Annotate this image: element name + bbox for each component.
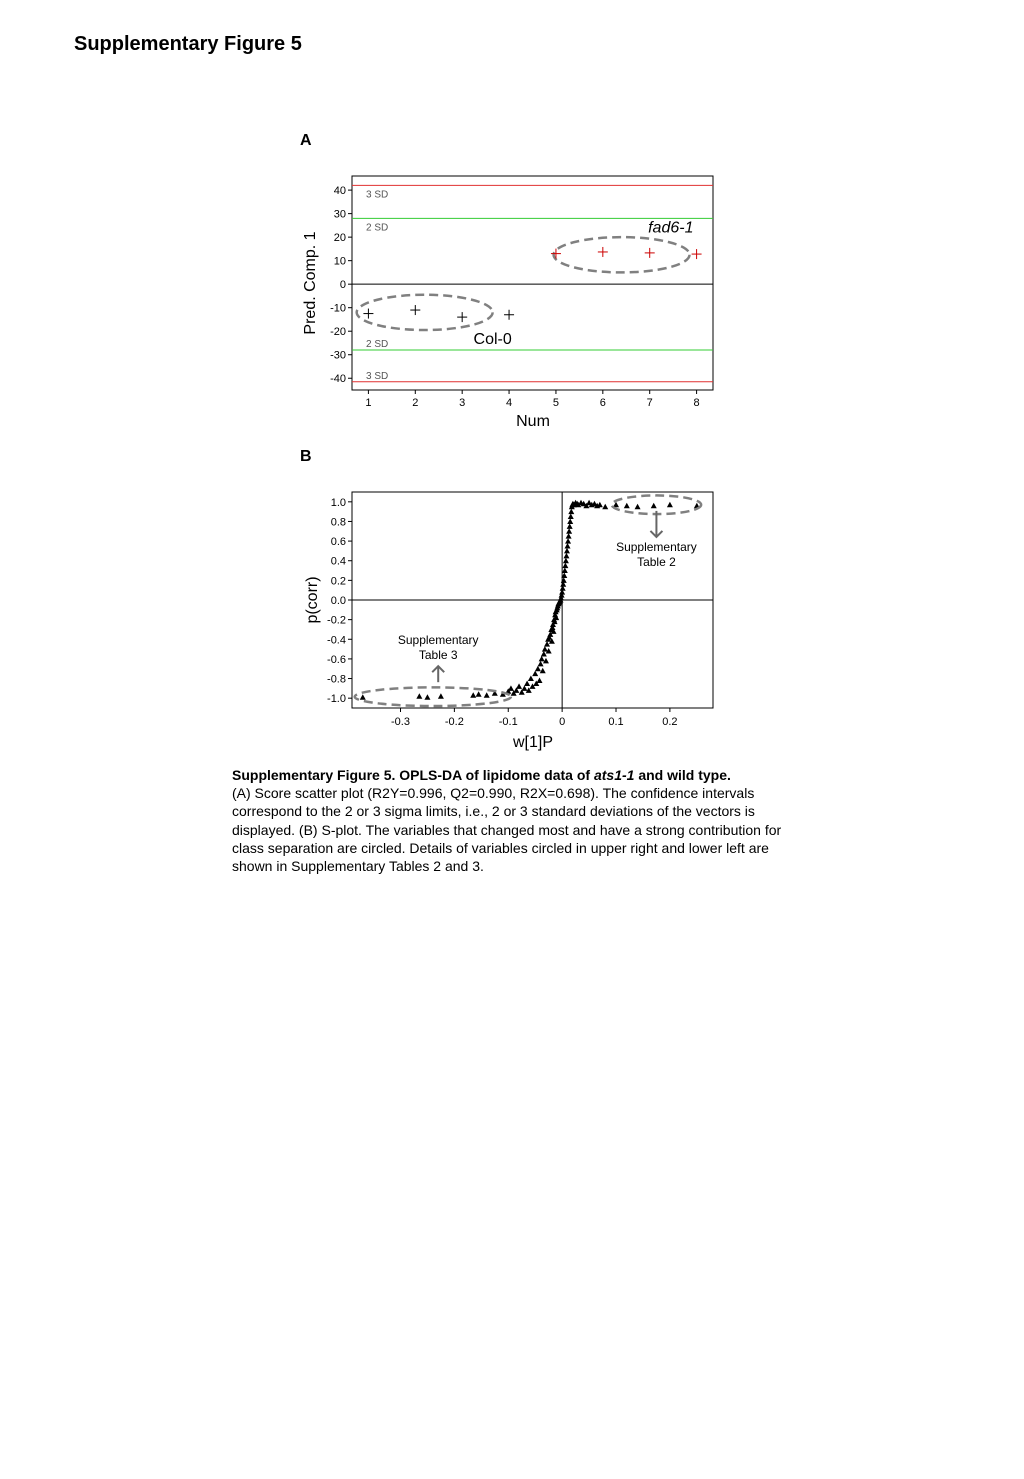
- caption-heading-suffix: and wild type.: [634, 767, 731, 783]
- data-point-triangle: [539, 656, 545, 662]
- x-tick-label: 2: [412, 397, 419, 409]
- x-axis-label: Num: [516, 413, 550, 430]
- data-point-triangle: [524, 680, 530, 686]
- caption-body: (A) Score scatter plot (R2Y=0.996, Q2=0.990, R2X=0.698). The confidence intervals correspond to the 2 or 3 sigma limits, i.e., 2 or 3 standard deviations of the vectors is displayed. (B) S-plot. The variables that changed most and have a strong contribution for class separation are circled. Details of variables circled in upper right and lower left are shown in Supplementary Tables 2 and 3.: [232, 785, 782, 875]
- data-point-triangle: [563, 558, 569, 564]
- data-point-triangle: [542, 646, 548, 652]
- y-tick-label: 0.4: [330, 555, 346, 568]
- data-point-triangle: [521, 685, 527, 691]
- y-tick-label: -0.8: [327, 673, 346, 686]
- caption-heading-prefix: Supplementary Figure 5. OPLS-DA of lipidome data of: [232, 767, 594, 783]
- data-point-triangle: [565, 543, 571, 549]
- data-point-triangle: [567, 523, 573, 529]
- data-point-triangle: [416, 693, 422, 699]
- data-point-triangle: [541, 651, 547, 657]
- y-tick-label: -20: [330, 326, 346, 339]
- data-point-triangle: [568, 514, 574, 520]
- x-tick-label: 0.1: [608, 716, 624, 728]
- data-point-triangle: [544, 641, 550, 647]
- data-point-triangle: [624, 503, 630, 509]
- data-point-triangle: [532, 671, 538, 677]
- data-point-triangle: [565, 538, 571, 544]
- y-tick-label: 20: [333, 232, 346, 245]
- x-tick-label: 7: [646, 397, 653, 409]
- y-tick-label: -10: [330, 302, 346, 315]
- x-tick-label: 4: [505, 397, 513, 409]
- group-label: Col-0: [473, 331, 512, 349]
- y-tick-label: -0.6: [327, 653, 346, 666]
- caption-heading: [232, 767, 731, 783]
- x-axis-label: w[1]P: [512, 734, 554, 751]
- data-point-triangle: [438, 693, 444, 699]
- data-point-triangle: [567, 518, 573, 524]
- x-tick-label: 0: [559, 716, 566, 728]
- panel-label-b: B: [300, 448, 312, 465]
- panel-label-a: A: [300, 132, 312, 149]
- y-tick-label: -30: [330, 349, 346, 362]
- x-tick-label: -0.2: [444, 716, 464, 728]
- reference-line-label: 3 SD: [366, 370, 389, 382]
- data-point-triangle: [508, 685, 514, 691]
- y-tick-label: 1.0: [330, 496, 346, 509]
- x-tick-label: -0.3: [391, 716, 410, 728]
- data-point-triangle: [651, 503, 657, 509]
- y-axis-label: p(corr): [304, 576, 321, 624]
- y-tick-label: -0.4: [327, 634, 346, 647]
- reference-line-label: 2 SD: [366, 339, 389, 351]
- data-point-triangle: [424, 694, 430, 700]
- data-point-triangle: [562, 563, 568, 569]
- data-point-triangle: [566, 533, 572, 539]
- data-point-triangle: [360, 694, 366, 700]
- x-tick-label: 3: [459, 397, 466, 409]
- data-point-triangle: [484, 692, 490, 698]
- annotation-text: Supplementary: [397, 633, 479, 648]
- data-point-triangle: [538, 661, 544, 667]
- y-tick-label: -1.0: [327, 693, 346, 706]
- y-tick-label: 0.0: [330, 595, 346, 607]
- x-tick-label: 5: [552, 397, 560, 409]
- data-point-triangle: [602, 504, 608, 510]
- data-point-triangle: [535, 666, 541, 672]
- figure-caption: [232, 766, 792, 875]
- annotation-text: Table 3: [418, 648, 458, 663]
- y-tick-label: -0.2: [327, 614, 346, 627]
- data-point-triangle: [566, 528, 572, 534]
- data-point-triangle: [667, 502, 673, 508]
- data-point-triangle: [470, 692, 476, 698]
- x-tick-label: 1: [365, 397, 372, 409]
- annotation-text: Table 2: [637, 554, 676, 569]
- y-tick-label: 0.6: [330, 536, 346, 549]
- y-tick-label: 10: [333, 255, 346, 268]
- y-tick-label: 30: [333, 208, 346, 221]
- x-tick-label: -0.1: [498, 716, 518, 728]
- y-tick-label: -40: [330, 373, 346, 386]
- page-title: Supplementary Figure 5: [74, 33, 302, 55]
- data-point-triangle: [516, 683, 522, 689]
- data-point-triangle: [564, 548, 570, 554]
- data-point-triangle: [568, 509, 574, 515]
- data-point-triangle: [563, 553, 569, 559]
- x-tick-label: 8: [693, 397, 700, 409]
- reference-line-label: 3 SD: [366, 189, 389, 201]
- x-tick-label: 6: [599, 397, 606, 409]
- data-point-triangle: [635, 504, 641, 510]
- y-tick-label: 0.8: [330, 516, 346, 529]
- group-label: fad6-1: [648, 219, 694, 237]
- y-axis-label: Pred. Comp. 1: [302, 231, 319, 335]
- caption-heading-italic: ats1-1: [593, 767, 635, 783]
- data-point-triangle: [537, 678, 543, 684]
- y-tick-label: 0: [339, 279, 346, 292]
- data-point-triangle: [528, 676, 534, 682]
- x-tick-label: 0.2: [662, 716, 678, 728]
- y-tick-label: 0.2: [330, 575, 346, 588]
- reference-line-label: 2 SD: [366, 222, 389, 234]
- data-point-triangle: [540, 668, 546, 674]
- data-point-triangle: [562, 568, 568, 574]
- data-point-triangle: [476, 691, 482, 697]
- y-tick-label: 40: [333, 185, 346, 198]
- annotation-text: Supplementary: [616, 539, 697, 554]
